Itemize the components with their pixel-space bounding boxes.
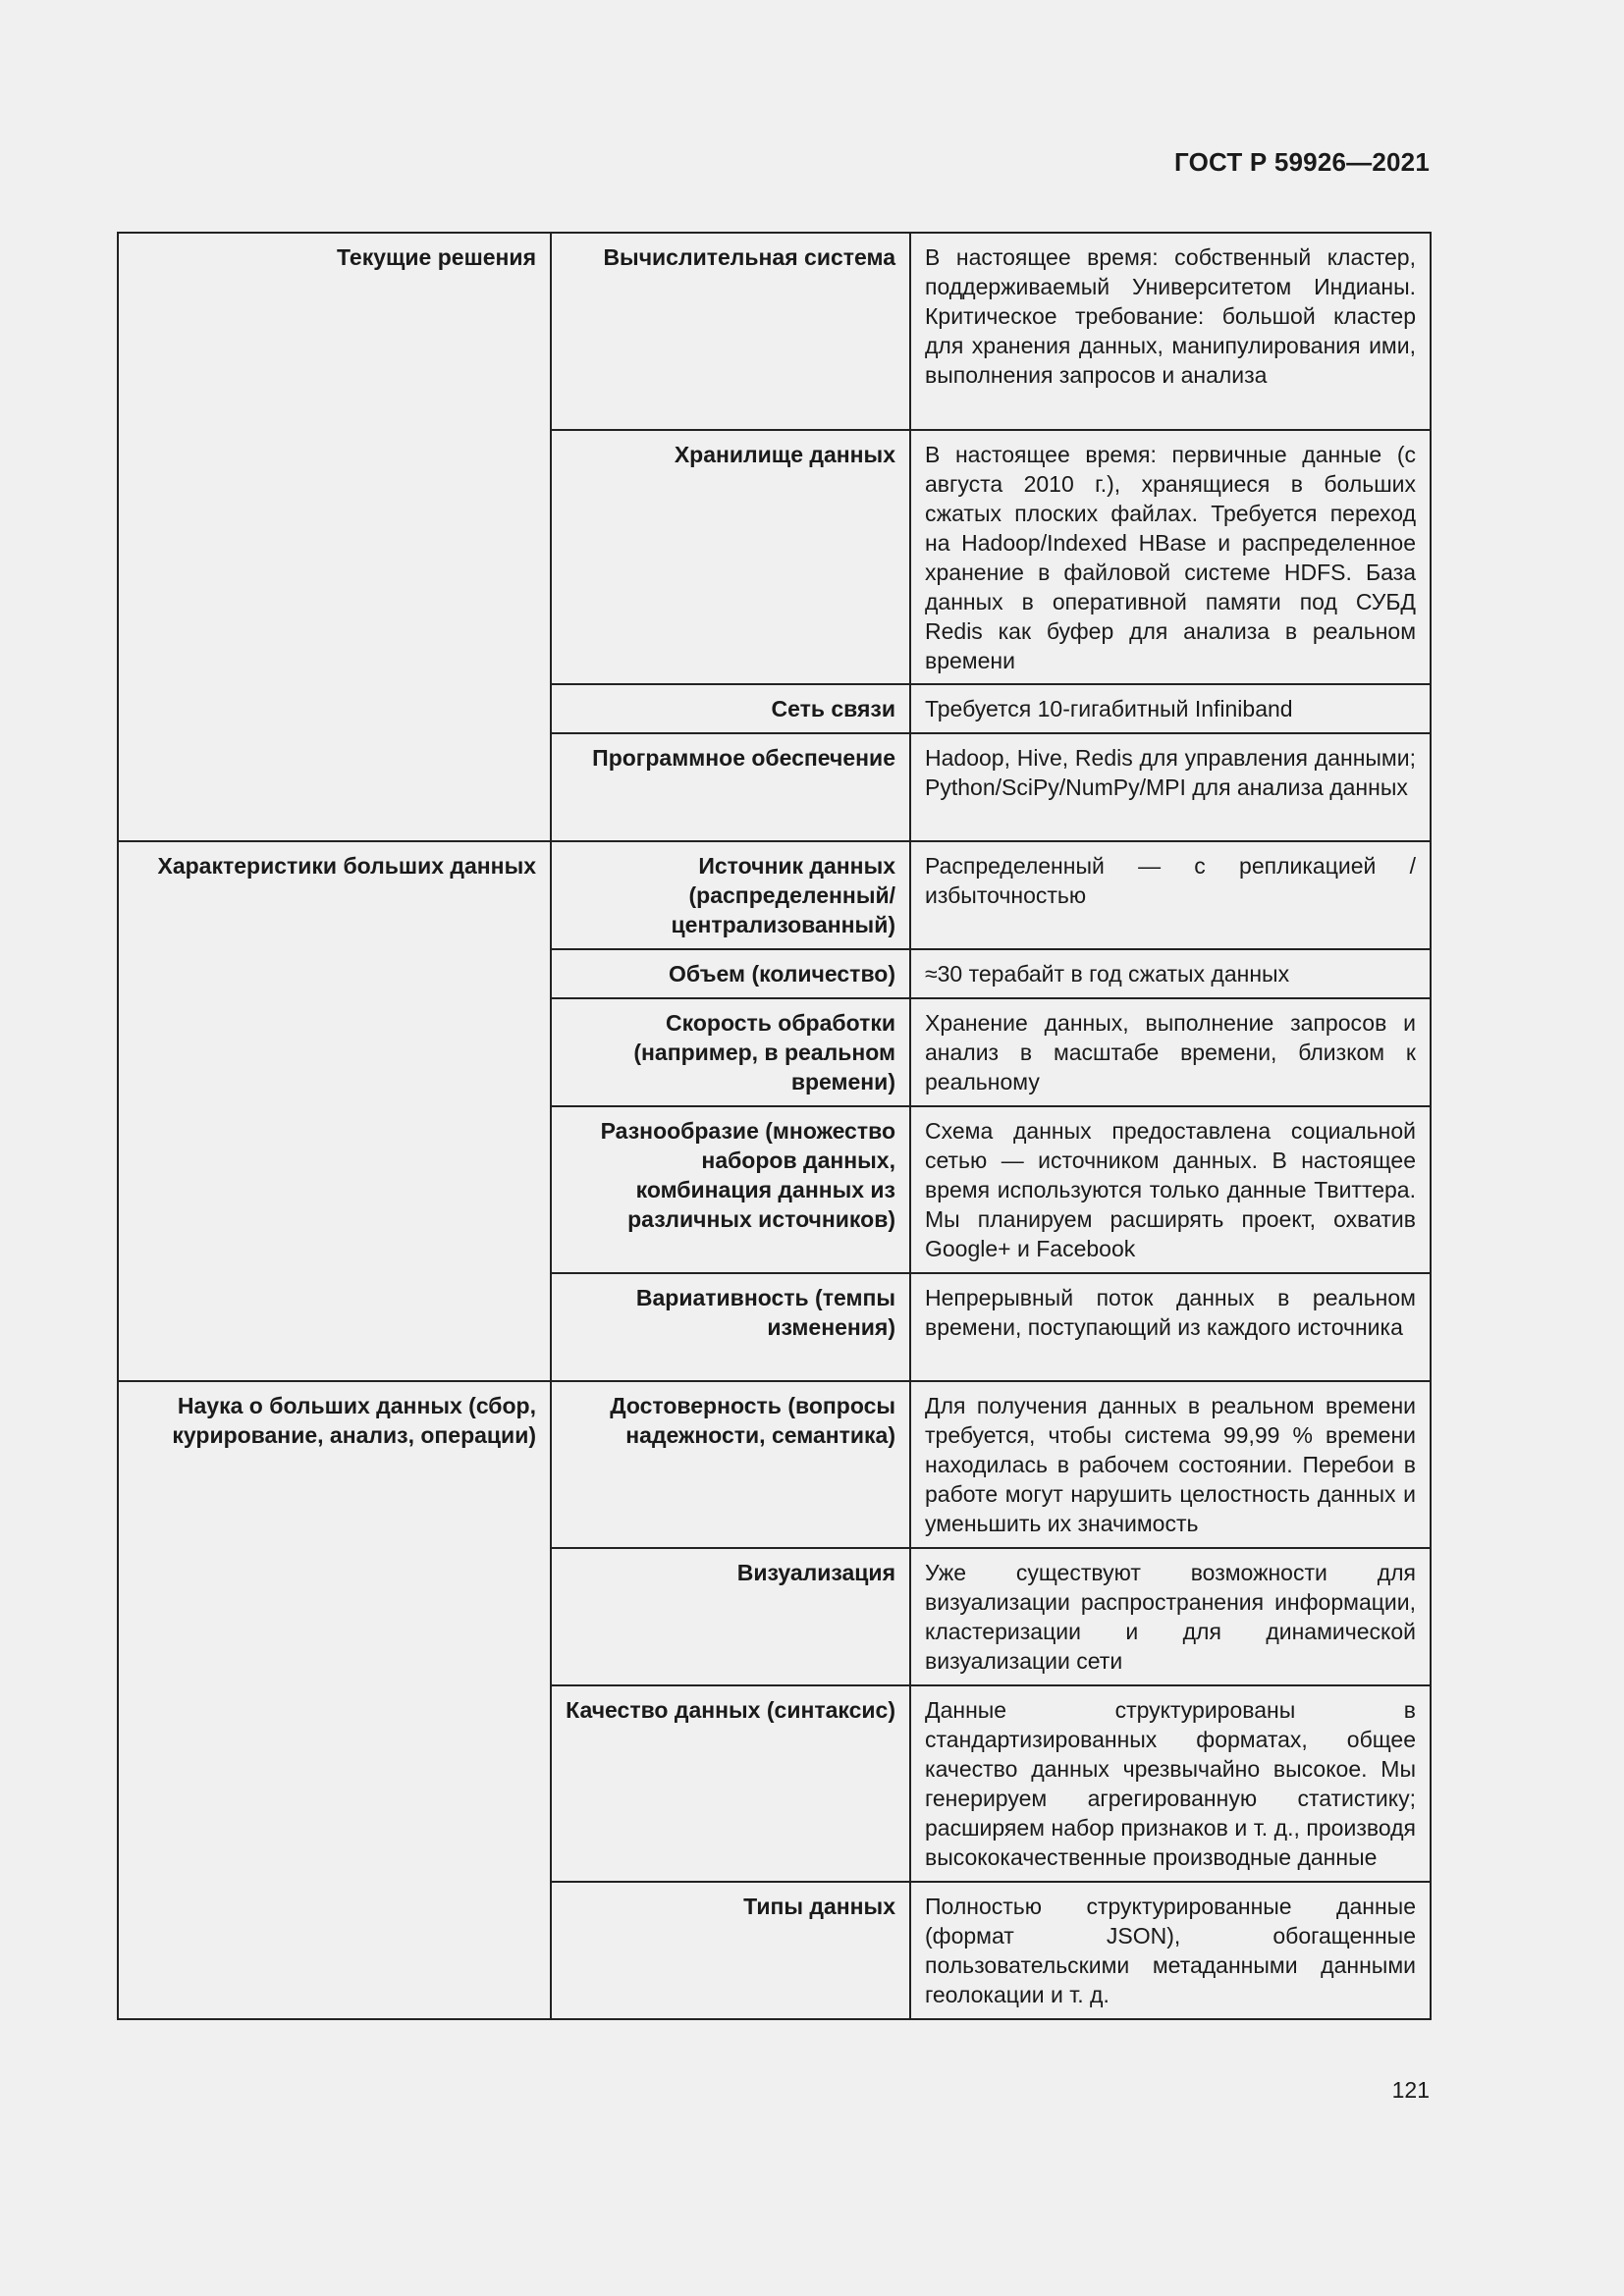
value-cell: В настоящее время: собственный кластер, поддерживаемый Университетом Индианы. Критическое требование: большой кластер для хранения данных, манипулирования ими, выполнения запросов и анализа <box>910 233 1431 430</box>
requirements-table <box>117 232 1432 2020</box>
value-cell: Распределенный — с репликацией / избыточностью <box>910 841 1431 949</box>
table-row <box>118 233 1431 430</box>
parameter-cell: Вариативность (темпы изменения) <box>551 1273 910 1381</box>
page-number: 121 <box>1391 2077 1430 2103</box>
parameter-cell: Типы данных <box>551 1882 910 2019</box>
document-code-header: ГОСТ Р 59926—2021 <box>1174 147 1430 177</box>
category-cell: Текущие решения <box>118 233 551 841</box>
parameter-cell: Качество данных (синтаксис) <box>551 1685 910 1882</box>
parameter-cell: Достоверность (вопросы надежности, семантика) <box>551 1381 910 1548</box>
value-cell: Полностью структурированные данные (формат JSON), обогащенные пользовательскими метаданными данными геолокации и т. д. <box>910 1882 1431 2019</box>
value-cell: ≈30 терабайт в год сжатых данных <box>910 949 1431 998</box>
value-cell: В настоящее время: первичные данные (с августа 2010 г.), хранящиеся в больших сжатых плоских файлах. Требуется переход на Hadoop/Indexed HBase и распределенное хранение в файловой системе HDFS. База данных в оперативной памяти под СУБД Redis как буфер для анализа в реальном времени <box>910 430 1431 684</box>
parameter-cell: Объем (количество) <box>551 949 910 998</box>
parameter-cell: Разнообразие (множество наборов данных, комбинация данных из различных источников) <box>551 1106 910 1273</box>
parameter-cell: Сеть связи <box>551 684 910 733</box>
parameter-cell: Хранилище данных <box>551 430 910 684</box>
category-cell: Характеристики больших данных <box>118 841 551 1381</box>
value-cell: Для получения данных в реальном времени требуется, чтобы система 99,99 % времени находилась в рабочем состоянии. Перебои в работе могут нарушить целостность данных и уменьшить их значимость <box>910 1381 1431 1548</box>
parameter-cell: Вычислительная система <box>551 233 910 430</box>
parameter-cell: Скорость обработки (например, в реальном времени) <box>551 998 910 1106</box>
value-cell: Схема данных предоставлена социальной сетью — источником данных. В настоящее время используются только данные Твиттера. Мы планируем расширять проект, охватив Google+ и Facebook <box>910 1106 1431 1273</box>
value-cell: Данные структурированы в стандартизированных форматах, общее качество данных чрезвычайно высокое. Мы генерируем агрегированную статистику; расширяем набор признаков и т. д., производя высококачественные производные данные <box>910 1685 1431 1882</box>
value-cell: Требуется 10-гигабитный Infiniband <box>910 684 1431 733</box>
parameter-cell: Визуализация <box>551 1548 910 1685</box>
value-cell: Хранение данных, выполнение запросов и анализ в масштабе времени, близком к реальному <box>910 998 1431 1106</box>
value-cell: Hadoop, Hive, Redis для управления данными; Python/SciPy/NumPy/MPI для анализа данных <box>910 733 1431 841</box>
table-row <box>118 841 1431 949</box>
category-cell: Наука о больших данных (сбор, курирование, анализ, операции) <box>118 1381 551 2019</box>
parameter-cell: Программное обеспечение <box>551 733 910 841</box>
value-cell: Непрерывный поток данных в реальном времени, поступающий из каждого источника <box>910 1273 1431 1381</box>
table-row <box>118 1381 1431 1548</box>
parameter-cell: Источник данных (распределенный/ централизованный) <box>551 841 910 949</box>
value-cell: Уже существуют возможности для визуализации распространения информации, кластеризации и для динамической визуализации сети <box>910 1548 1431 1685</box>
